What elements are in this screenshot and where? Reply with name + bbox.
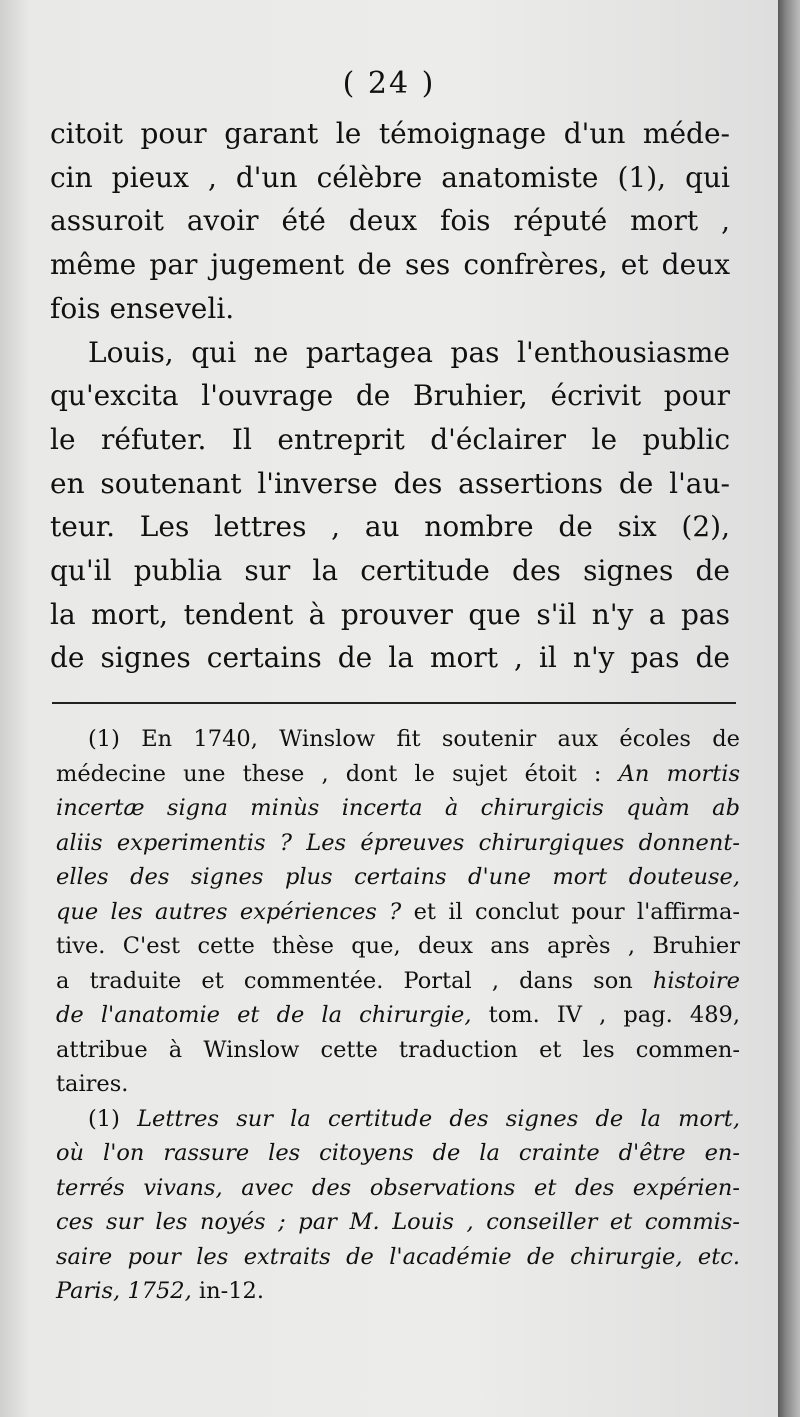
footnote-text: a traduite et commentée. Portal , dans son [56, 967, 633, 994]
footnote-italic: de l'anatomie et de la chirurgie, [56, 1002, 472, 1028]
footnote-2 [56, 1102, 740, 1309]
text-line: cin pieux , d'un célèbre anatomiste (1), qui [50, 160, 730, 194]
text-line: assuroit avoir été deux fois réputé mort , [50, 204, 730, 238]
footnote-italic: histoire [652, 967, 740, 994]
text-line: le réfuter. Il entreprit d'éclairer le public [50, 422, 730, 456]
footnote-line [56, 998, 740, 1033]
footnote-divider [52, 702, 736, 704]
footnote-1 [56, 722, 740, 1102]
text-line: la mort, tendent à prouver que s'il n'y a pas [50, 597, 730, 631]
footnote-line: où l'on rassure les citoyens de la crainte d'être en- [56, 1140, 740, 1166]
footnote-line [56, 964, 740, 999]
footnote-text: et il conclut pour l'affirma- [413, 898, 741, 925]
footnote-line: incertæ signa minùs incerta à chirurgicis quàm ab [56, 795, 740, 821]
text-line: en soutenant l'inverse des assertions de l'au- [50, 466, 730, 500]
main-text [50, 112, 730, 680]
page-number: ( 24 ) [342, 66, 436, 101]
text-line: citoit pour garant le témoignage d'un méde- [50, 117, 730, 150]
footnote-line [56, 757, 740, 792]
footnote-line: saire pour les extraits de l'académie de chirurgie, etc. [56, 1243, 740, 1270]
footnote-line [56, 722, 740, 757]
footnote-text: in-12. [198, 1278, 264, 1304]
footnote-line [56, 895, 740, 930]
text-line: Louis, qui ne partagea pas l'enthousiasme [88, 335, 730, 369]
footnote-text: tom. IV , pag. 489, [488, 1002, 740, 1028]
footnote-italic: An mortis [618, 760, 740, 787]
footnote-italic: Lettres sur la certitude des signes de la mort, [137, 1105, 740, 1132]
footnote-line: terrés vivans, avec des observations et des expérien- [56, 1174, 740, 1201]
text-line: teur. Les lettres , au nombre de six (2), [50, 510, 730, 544]
footnotes [56, 722, 740, 1309]
footnote-italic: Paris, 1752, [56, 1278, 192, 1304]
text-line: fois enseveli. [50, 291, 235, 325]
footnote-italic: que les autres expériences ? [56, 898, 402, 925]
footnote-line: elles des signes plus certains d'une mort douteuse, [56, 864, 740, 890]
footnote-line [56, 1274, 740, 1309]
footnote-marker: (1) [88, 726, 120, 752]
footnote-marker: (1) [88, 1105, 120, 1132]
footnote-text: médecine une these , dont le sujet étoit : [56, 760, 602, 787]
footnote-line: attribue à Winslow cette traduction et les commen- [56, 1036, 740, 1063]
footnote-line: aliis experimentis ? Les épreuves chirurgiques donnent- [56, 829, 740, 856]
text-line: qu'il publia sur la certitude des signes de [50, 554, 730, 588]
footnote-line: tive. C'est cette thèse que, deux ans après , Bruhier [56, 933, 740, 959]
footnote-line [56, 1102, 740, 1137]
text-line: même par jugement de ses confrères, et deux [50, 248, 730, 282]
text-line: qu'excita l'ouvrage de Bruhier, écrivit pour [50, 379, 730, 413]
footnote-line: taires. [56, 1071, 129, 1097]
footnote-line: ces sur les noyés ; par M. Louis , conseiller et commis- [56, 1209, 740, 1235]
footnote-text: En 1740, Winslow fit soutenir aux écoles de [141, 726, 740, 752]
page-edge [778, 0, 800, 1417]
text-line: de signes certains de la mort , il n'y pas de [50, 641, 730, 675]
